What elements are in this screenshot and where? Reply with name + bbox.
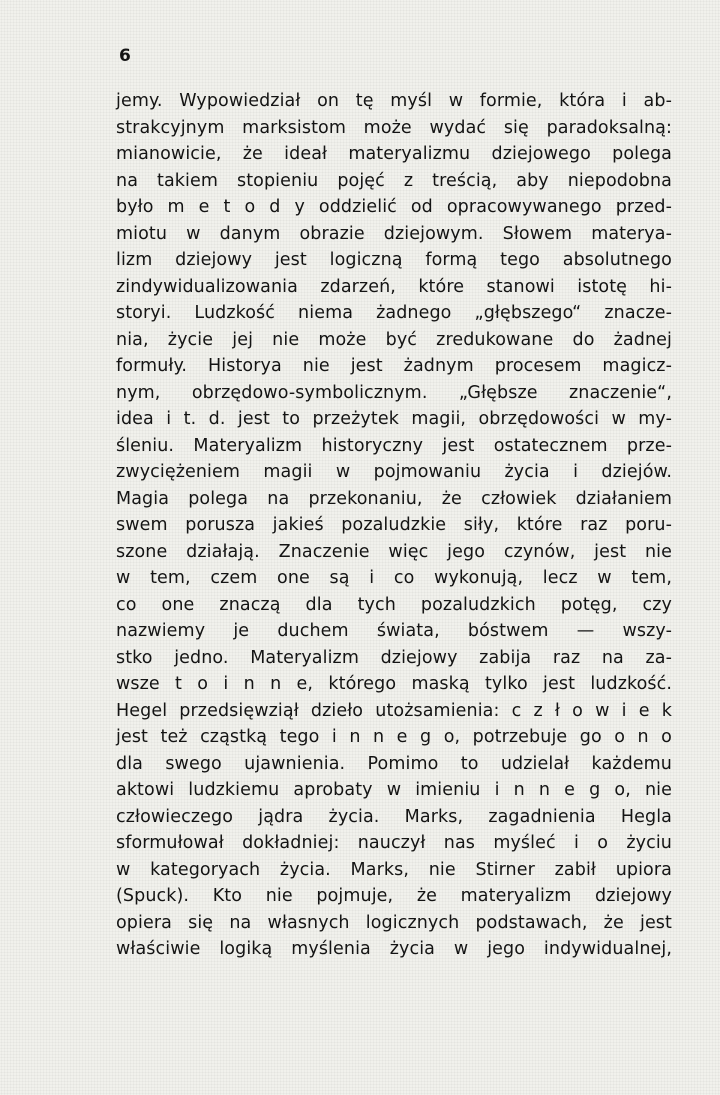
text-line: idea i t. d. jest to przeżytek magii, obrzędowości w my-: [116, 409, 672, 429]
text-line: jemy. Wypowiedział on tę myśl w formie, która i ab-: [116, 91, 672, 111]
text-line: wsze t o i n n e, którego maską tylko jest ludzkość.: [116, 674, 672, 694]
text-line: szone działają. Znaczenie więc jego czynów, jest nie: [116, 541, 672, 562]
text-line: (Spuck). Kto nie pojmuje, że materyalizm dziejowy: [116, 886, 672, 906]
text-line: zindywidualizowania zdarzeń, które stanowi istotę hi-: [116, 276, 672, 297]
text-line: miotu w danym obrazie dziejowym. Słowem materya-: [116, 223, 672, 244]
text-line: na takiem stopieniu pojęć z treścią, aby niepodobna: [116, 170, 672, 191]
text-line: nazwiemy je duchem świata, bóstwem — wszy-: [116, 621, 672, 641]
text-line: Magia polega na przekonaniu, że człowiek działaniem: [116, 488, 672, 509]
text-line: właściwie logiką myślenia życia w jego indywidualnej,: [116, 939, 672, 959]
text-line: lizm dziejowy jest logiczną formą tego absolutnego: [116, 250, 672, 270]
text-line: człowieczego jądra życia. Marks, zagadnienia Hegla: [116, 806, 672, 827]
text-line: śleniu. Materyalizm historyczny jest ostatecznem prze-: [116, 435, 672, 456]
text-line: zwyciężeniem magii w pojmowaniu życia i dziejów.: [116, 462, 672, 482]
text-line: mianowicie, że ideał materyalizmu dziejowego polega: [116, 144, 672, 164]
text-line: co one znaczą dla tych pozaludzkich potęg, czy: [116, 594, 672, 615]
text-line: nia, życie jej nie może być zredukowane do żadnej: [116, 329, 672, 350]
text-line: aktowi ludzkiemu aprobaty w imieniu i n n e g o, nie: [116, 780, 672, 800]
text-line: strakcyjnym marksistom może wydać się paradoksalną:: [116, 117, 672, 138]
text-line: w kategoryach życia. Marks, nie Stirner zabił upiora: [116, 859, 672, 880]
page-number: 6: [119, 46, 132, 66]
text-line: storyi. Ludzkość niema żadnego „głębszego“ znacze-: [116, 303, 672, 323]
text-line: było m e t o d y oddzielić od opracowywanego przed-: [116, 197, 672, 217]
text-line: stko jedno. Materyalizm dziejowy zabija raz na za-: [116, 647, 672, 668]
text-line: jest też cząstką tego i n n e g o, potrzebuje go o n o: [116, 727, 672, 747]
text-line: Hegel przedsięwziął dzieło utożsamienia: c z ł o w i e k: [116, 700, 672, 721]
text-line: swem porusza jakieś pozaludzkie siły, które raz poru-: [116, 515, 672, 535]
text-line: nym, obrzędowo-symbolicznym. „Głębsze znaczenie“,: [116, 382, 672, 403]
text-line: formuły. Historya nie jest żadnym procesem magicz-: [116, 356, 672, 376]
text-line: sformułował dokładniej: nauczył nas myśleć i o życiu: [116, 833, 672, 853]
body-text: [116, 88, 672, 963]
text-line: w tem, czem one są i co wykonują, lecz w tem,: [116, 568, 672, 588]
text-line: opiera się na własnych logicznych podstawach, że jest: [116, 912, 672, 933]
text-line: dla swego ujawnienia. Pomimo to udzielał każdemu: [116, 753, 672, 774]
